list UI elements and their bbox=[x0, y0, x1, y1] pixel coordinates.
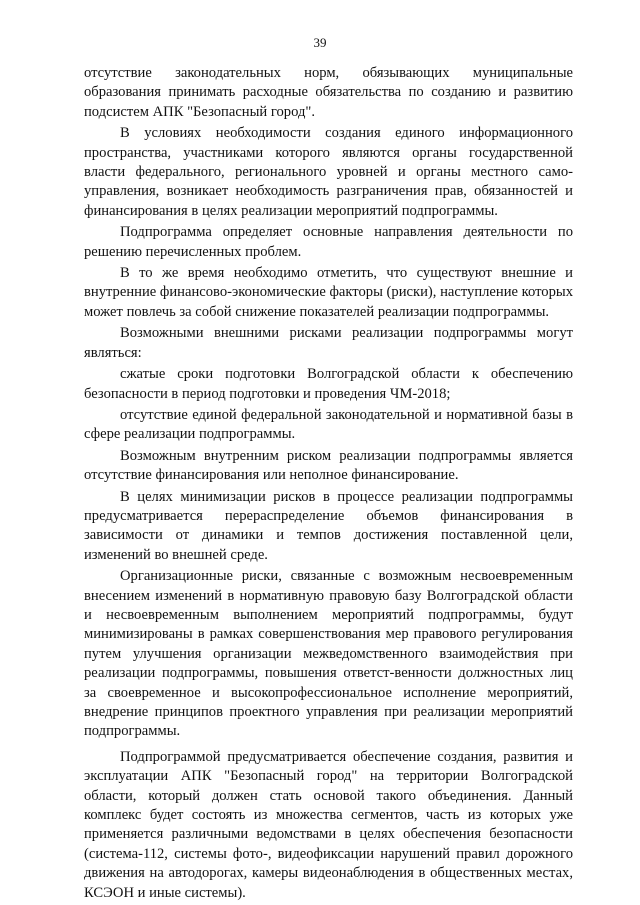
paragraph-7: отсутствие единой федеральной законодательной и нормативной базы в сфере реализации подпрограммы. bbox=[84, 406, 573, 443]
page-number: 39 bbox=[313, 35, 327, 50]
body-text bbox=[84, 64, 573, 903]
paragraph-9: В целях минимизации рисков в процессе реализации подпрограммы предусматривается перераспределение объемов финансирования в зависимости от динамики и темпов достижения поставленной цели, изменений во внешней среде. bbox=[84, 488, 573, 563]
paragraph-3: Подпрограмма определяет основные направления деятельности по решению перечисленных проблем. bbox=[84, 224, 573, 260]
paragraph-4: В то же время необходимо отметить, что существуют внешние и внутренние финансово-экономические факторы (риски), наступление которых может повлечь за собой снижение показателей реализации подпрограммы. bbox=[84, 265, 573, 320]
paragraph-11: Подпрограммой предусматривается обеспечение создания, развития и эксплуатации АПК "Безопасный город" на территории Волгоградской области, который должен стать основой такого объединения. Данный комплекс будет состоять из множества сегментов, часть из которых уже применяется различными ведомствами в целях обеспечения безопасности (система-112, системы фото-, видеофиксации нарушений правил дорожного движения на автодорогах, камеры видеонаблюдения в общественных местах, КСЭОН и иные системы). bbox=[84, 748, 573, 901]
paragraph-8: Возможным внутренним риском реализации подпрограммы является отсутствие финансирования или неполное финансирование. bbox=[84, 447, 573, 484]
paragraph-2: В условиях необходимости создания единого информационного пространства, участниками которого являются органы государственной власти федерального, регионального уровней и органы местного само-управления, возникает необходимость разграничения прав, обязанностей и финансирования в целях реализации мероприятий подпрограммы. bbox=[84, 125, 573, 219]
paragraph-1: отсутствие законодательных норм, обязывающих муниципальные образования принимать расходные обязательства по созданию и развитию подсистем АПК "Безопасный город". bbox=[84, 65, 573, 120]
paragraph-6: сжатые сроки подготовки Волгоградской области к обеспечению безопасности в период подготовки и проведения ЧМ-2018; bbox=[84, 366, 573, 402]
paragraph-5: Возможными внешними рисками реализации подпрограммы могут являться: bbox=[84, 325, 573, 361]
paragraph-10: Организационные риски, связанные с возможным несвоевременным внесением изменений в нормативную правовую базу Волгоградской области и несвоевременным выполнением мероприятий подпрограммы, будут минимизированы в рамках совершенствования мер правового регулирования путем улучшения организации межведомственного взаимодействия при реализации подпрограммы, повышения ответст-венности должностных лиц за своевременное и высокопрофессиональное исполнение мероприятий, внедрение принципов проектного управления при реализации мероприятий подпрограммы. bbox=[84, 568, 573, 740]
